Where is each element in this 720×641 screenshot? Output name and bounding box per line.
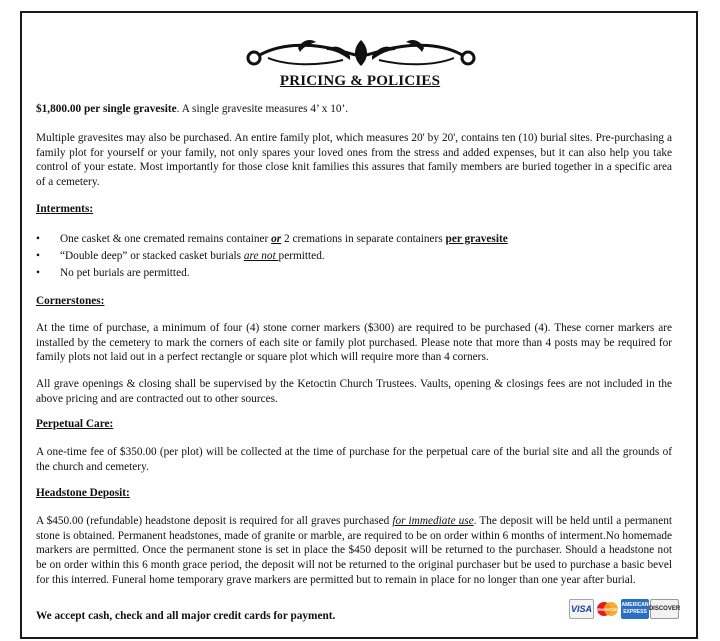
- svg-text:MasterCard: MasterCard: [595, 607, 620, 612]
- mastercard-card-icon: [595, 599, 620, 619]
- price-line: [36, 102, 672, 117]
- visa-card-icon: VISA: [569, 599, 594, 619]
- ornament-flourish-icon: [238, 36, 484, 72]
- mastercard-circles-icon: [595, 599, 620, 619]
- discover-card-icon: DISCOVER: [650, 599, 679, 619]
- cornerstones-heading: Cornerstones:: [36, 295, 105, 307]
- headstone-deposit-heading: Headstone Deposit:: [36, 487, 130, 499]
- price-bold: $1,800.00 per single gravesite: [36, 103, 177, 115]
- bullet-icon: •: [36, 233, 40, 245]
- cornerstones-paragraph-2: All grave openings & closing shall be supervised by the Ketoctin Church Trustees. Vaults, opening & closings fees are not included in the above pricing and are contracted out to other sources.: [36, 378, 672, 405]
- amex-card-icon: AMERICAN EXPRESS: [621, 599, 649, 619]
- interments-heading: Interments:: [36, 203, 94, 215]
- headstone-deposit-paragraph: A $450.00 (refundable) headstone deposit is required for all graves purchased for immediate use. The deposit will be held until a permanent stone is obtained. Permanent headstones, made of granite or marble, are required to be on order within 6 months of interment.No homemade markers are permitted. Once the permanent stone is set in place the $450 deposit will be returned to the purchaser. Should a headstone not be on order within this 6 month grace period, the deposit will not be returned to the original purchaser but be used to purchase a basic bevel for this interred. Funeral home temporary grave markers are permitted but to remain in place for no longer than one year after burial.: [36, 515, 673, 586]
- page-title: PRICING & POLICIES: [279, 73, 441, 89]
- perpetual-care-paragraph: A one-time fee of $350.00 (per plot) will be collected at the time of purchase for the perpetual care of the burial site and all the grounds of the church and cemetery.: [36, 446, 672, 473]
- multiple-gravesites-paragraph: Multiple gravesites may also be purchased. An entire family plot, which measures 20' by 20', contains ten (10) burial sites. Pre-purchasing a family plot for yourself or your family, not only spares your loved ones from the stress and added expenses, but it can also help you take control of your estate. Most importantly for those close knit families this assures that family members are buried together in a specific area of a cemetery.: [36, 132, 672, 189]
- bullet-icon: •: [36, 267, 40, 279]
- price-rest: . A single gravesite measures 4’ x 10’.: [176, 103, 349, 115]
- cornerstones-paragraph-1: At the time of purchase, a minimum of four (4) stone corner markers ($300) are required to be purchased (4). These corner markers are installed by the cemetery to mark the corners of each site or family plot purchased. Please note that more than 4 posts may be required for family plots not laid out in a perfect rectangle or square plot which will require more than 4 corners.: [36, 322, 672, 364]
- bullet-icon: •: [36, 250, 40, 262]
- credit-card-logos: [569, 599, 679, 619]
- payment-statement: We accept cash, check and all major credit cards for payment.: [36, 610, 336, 622]
- perpetual-care-heading: Perpetual Care:: [36, 418, 114, 430]
